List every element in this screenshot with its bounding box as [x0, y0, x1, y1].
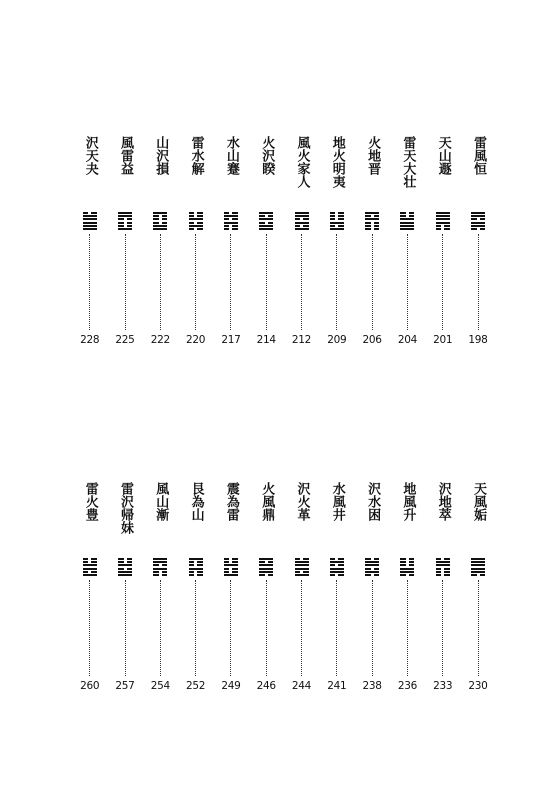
yin-line: [224, 212, 238, 214]
hexagram-icon: [259, 212, 273, 230]
dot-leader: [230, 580, 231, 676]
yin-line: [118, 568, 132, 570]
chapter-title: 沢火革: [294, 482, 310, 521]
yin-line: [153, 564, 167, 566]
chapter-title: 地火明夷: [329, 136, 345, 188]
dot-leader: [336, 234, 337, 330]
yang-line: [224, 564, 238, 566]
toc-entry[interactable]: [219, 136, 243, 346]
hexagram-icon: [400, 212, 414, 230]
hexagram-icon: [153, 212, 167, 230]
chapter-title: 沢天夬: [82, 136, 98, 175]
yang-line: [295, 215, 309, 217]
hexagram-icon: [295, 212, 309, 230]
dot-leader: [230, 234, 231, 330]
chapter-title: 風雷益: [118, 136, 133, 175]
yang-line: [436, 215, 450, 217]
yin-line: [400, 564, 414, 566]
toc-entry[interactable]: [290, 482, 314, 692]
toc-entry[interactable]: [113, 482, 137, 692]
yang-line: [400, 228, 414, 230]
yang-line: [471, 568, 485, 570]
chapter-title: 火風鼎: [259, 482, 275, 521]
yin-line: [295, 558, 309, 560]
hexagram-icon: [224, 212, 238, 230]
hexagram-icon: [83, 212, 97, 230]
hexagram-icon: [471, 212, 485, 230]
chapter-title: 地風升: [400, 482, 416, 521]
toc-entry[interactable]: [360, 136, 384, 346]
yang-line: [83, 215, 97, 217]
chapter-title: 雷沢帰妹: [118, 482, 133, 534]
dot-leader: [160, 234, 161, 330]
yang-line: [330, 561, 344, 563]
dot-leader: [160, 580, 161, 676]
yang-line: [189, 568, 203, 570]
toc-entry[interactable]: [113, 136, 137, 346]
yang-line: [400, 218, 414, 220]
hexagram-icon: [471, 558, 485, 576]
chapter-title: 水山蹇: [223, 136, 239, 175]
chapter-title: 山沢損: [153, 136, 169, 175]
yang-line: [259, 558, 273, 560]
yin-line: [153, 571, 167, 573]
yin-line: [400, 561, 414, 563]
yin-line: [436, 225, 450, 227]
yang-line: [259, 571, 273, 573]
yang-line: [224, 215, 238, 217]
yin-line: [224, 558, 238, 560]
yang-line: [365, 561, 379, 563]
yin-line: [330, 558, 344, 560]
yang-line: [400, 571, 414, 573]
yin-line: [224, 218, 238, 220]
yang-line: [83, 222, 97, 224]
chapter-title: 雷水解: [188, 136, 204, 175]
yin-line: [365, 574, 379, 576]
yang-line: [153, 225, 167, 227]
dot-leader: [266, 580, 267, 676]
chapter-title: 天山遯: [435, 136, 451, 175]
yang-line: [471, 561, 485, 563]
yang-line: [471, 564, 485, 566]
yang-line: [83, 574, 97, 576]
hexagram-icon: [259, 558, 273, 576]
yin-line: [330, 574, 344, 576]
toc-entry[interactable]: [184, 482, 208, 692]
yin-line: [224, 225, 238, 227]
dot-leader: [442, 580, 443, 676]
yang-line: [83, 225, 97, 227]
yin-line: [118, 558, 132, 560]
hexagram-icon: [118, 558, 132, 576]
yang-line: [471, 212, 485, 214]
yang-line: [471, 215, 485, 217]
yang-line: [259, 568, 273, 570]
dot-leader: [407, 580, 408, 676]
toc-entry[interactable]: [148, 482, 172, 692]
hexagram-icon: [436, 212, 450, 230]
yang-line: [189, 558, 203, 560]
yin-line: [189, 215, 203, 217]
yin-line: [330, 212, 344, 214]
toc-entry[interactable]: [431, 136, 455, 346]
yang-line: [259, 225, 273, 227]
page-number: 225: [115, 334, 135, 346]
yang-line: [365, 564, 379, 566]
yin-line: [259, 215, 273, 217]
yin-line: [118, 561, 132, 563]
yin-line: [259, 561, 273, 563]
yin-line: [189, 222, 203, 224]
yin-line: [118, 222, 132, 224]
yin-line: [259, 574, 273, 576]
hexagram-icon: [295, 558, 309, 576]
dot-leader: [301, 580, 302, 676]
yin-line: [471, 574, 485, 576]
yin-line: [436, 574, 450, 576]
yin-line: [118, 225, 132, 227]
chapter-title: 水風井: [329, 482, 345, 521]
yang-line: [295, 568, 309, 570]
dot-leader: [407, 234, 408, 330]
yin-line: [330, 564, 344, 566]
yin-line: [153, 222, 167, 224]
page-number: 260: [80, 680, 100, 692]
yin-line: [224, 228, 238, 230]
yin-line: [118, 218, 132, 220]
chapter-title: 風火家人: [294, 136, 310, 188]
hexagram-icon: [365, 558, 379, 576]
yin-line: [259, 222, 273, 224]
yang-line: [83, 568, 97, 570]
toc-entry[interactable]: [466, 482, 490, 692]
chapter-title: 火地晋: [365, 136, 381, 175]
dot-leader: [478, 580, 479, 676]
yin-line: [400, 212, 414, 214]
yin-line: [189, 561, 203, 563]
yang-line: [295, 574, 309, 576]
yang-line: [118, 574, 132, 576]
yin-line: [365, 222, 379, 224]
page-number: 230: [468, 680, 488, 692]
hexagram-icon: [224, 558, 238, 576]
yang-line: [83, 228, 97, 230]
yin-line: [295, 218, 309, 220]
hexagram-icon: [118, 212, 132, 230]
yang-line: [365, 218, 379, 220]
page-number: 201: [433, 334, 453, 346]
dot-leader: [301, 234, 302, 330]
yang-line: [259, 564, 273, 566]
toc-entry[interactable]: [184, 136, 208, 346]
page-number: 246: [256, 680, 276, 692]
hexagram-icon: [400, 558, 414, 576]
chapter-title: 天風姤: [471, 482, 486, 521]
yin-line: [83, 561, 97, 563]
page-number: 254: [150, 680, 170, 692]
yin-line: [83, 212, 97, 214]
toc-entry[interactable]: [78, 136, 102, 346]
yang-line: [436, 561, 450, 563]
yang-line: [365, 571, 379, 573]
hexagram-icon: [330, 558, 344, 576]
chapter-title: 火沢睽: [259, 136, 275, 175]
yin-line: [295, 225, 309, 227]
page-number: 228: [80, 334, 100, 346]
yin-line: [189, 571, 203, 573]
page-number: 204: [397, 334, 417, 346]
toc-entry[interactable]: [219, 482, 243, 692]
yang-line: [153, 558, 167, 560]
chapter-title: 風山漸: [153, 482, 169, 521]
yang-line: [153, 561, 167, 563]
page-number: 236: [397, 680, 417, 692]
yang-line: [400, 568, 414, 570]
toc-entry[interactable]: [395, 482, 419, 692]
page-number: 238: [362, 680, 382, 692]
yin-line: [153, 215, 167, 217]
yin-line: [189, 574, 203, 576]
yin-line: [436, 228, 450, 230]
yang-line: [153, 568, 167, 570]
yang-line: [295, 222, 309, 224]
toc-entry[interactable]: [325, 482, 349, 692]
page-number: 249: [221, 680, 241, 692]
page-number: 214: [256, 334, 276, 346]
chapter-title: 沢水困: [365, 482, 381, 521]
yang-line: [153, 212, 167, 214]
yang-line: [259, 228, 273, 230]
chapter-title: 震為雷: [223, 482, 239, 521]
dot-leader: [89, 580, 90, 676]
chapter-title: 艮為山: [188, 482, 204, 521]
yin-line: [224, 568, 238, 570]
yin-line: [153, 218, 167, 220]
yang-line: [471, 571, 485, 573]
yang-line: [400, 225, 414, 227]
yang-line: [153, 228, 167, 230]
dot-leader: [266, 234, 267, 330]
yang-line: [118, 212, 132, 214]
yin-line: [436, 568, 450, 570]
toc-entry[interactable]: [148, 136, 172, 346]
yang-line: [471, 225, 485, 227]
yin-line: [471, 218, 485, 220]
page-number: 212: [291, 334, 312, 346]
hexagram-icon: [83, 558, 97, 576]
yin-line: [189, 212, 203, 214]
page-number: 257: [115, 680, 135, 692]
toc-entry[interactable]: [325, 136, 349, 346]
yin-line: [400, 574, 414, 576]
dot-leader: [442, 234, 443, 330]
chapter-title: 雷風恒: [471, 136, 486, 175]
yang-line: [436, 222, 450, 224]
yang-line: [118, 228, 132, 230]
dot-leader: [372, 580, 373, 676]
dot-leader: [336, 580, 337, 676]
yang-line: [118, 571, 132, 573]
yang-line: [259, 218, 273, 220]
page-number: 209: [327, 334, 347, 346]
yang-line: [330, 568, 344, 570]
toc-entry[interactable]: [290, 136, 314, 346]
yang-line: [436, 218, 450, 220]
page-number: 220: [186, 334, 206, 346]
yin-line: [436, 558, 450, 560]
toc-entry[interactable]: [360, 482, 384, 692]
chapter-title: 雷火豊: [82, 482, 98, 521]
yin-line: [83, 571, 97, 573]
hexagram-icon: [153, 558, 167, 576]
yang-line: [295, 564, 309, 566]
yang-line: [189, 218, 203, 220]
yin-line: [189, 228, 203, 230]
hexagram-icon: [436, 558, 450, 576]
yin-line: [365, 225, 379, 227]
yang-line: [330, 222, 344, 224]
yin-line: [330, 215, 344, 217]
yang-line: [400, 222, 414, 224]
page-number: 233: [433, 680, 453, 692]
page-number: 222: [150, 334, 170, 346]
yang-line: [330, 228, 344, 230]
yang-line: [471, 222, 485, 224]
yang-line: [295, 212, 309, 214]
yin-line: [224, 571, 238, 573]
yang-line: [224, 574, 238, 576]
yin-line: [224, 561, 238, 563]
toc-entry[interactable]: [254, 136, 278, 346]
yin-line: [400, 558, 414, 560]
yang-line: [295, 561, 309, 563]
toc-entry[interactable]: [466, 136, 490, 346]
yin-line: [295, 571, 309, 573]
yang-line: [259, 212, 273, 214]
yang-line: [436, 564, 450, 566]
toc-entry[interactable]: [254, 482, 278, 692]
yin-line: [365, 558, 379, 560]
dot-leader: [478, 234, 479, 330]
dot-leader: [195, 580, 196, 676]
page-number: 252: [186, 680, 206, 692]
dot-leader: [372, 234, 373, 330]
yang-line: [118, 564, 132, 566]
yin-line: [365, 568, 379, 570]
yin-line: [83, 558, 97, 560]
page-number: 244: [291, 680, 312, 692]
yin-line: [400, 215, 414, 217]
hexagram-icon: [189, 558, 203, 576]
yang-line: [436, 212, 450, 214]
yang-line: [330, 571, 344, 573]
yang-line: [189, 225, 203, 227]
toc-entry[interactable]: [78, 482, 102, 692]
yin-line: [330, 225, 344, 227]
yin-line: [365, 215, 379, 217]
toc-entry[interactable]: [395, 136, 419, 346]
yin-line: [436, 571, 450, 573]
hexagram-icon: [365, 212, 379, 230]
yang-line: [295, 228, 309, 230]
yin-line: [330, 218, 344, 220]
yang-line: [83, 564, 97, 566]
dot-leader: [125, 580, 126, 676]
yang-line: [224, 222, 238, 224]
yang-line: [471, 558, 485, 560]
chapter-title: 沢地萃: [435, 482, 451, 521]
page-number: 241: [327, 680, 347, 692]
page-number: 198: [468, 334, 488, 346]
dot-leader: [125, 234, 126, 330]
yang-line: [118, 215, 132, 217]
yin-line: [153, 574, 167, 576]
dot-leader: [195, 234, 196, 330]
yin-line: [189, 564, 203, 566]
toc-entry[interactable]: [431, 482, 455, 692]
page-number: 206: [362, 334, 382, 346]
page-number: 217: [221, 334, 241, 346]
yang-line: [83, 218, 97, 220]
yin-line: [365, 228, 379, 230]
hexagram-icon: [189, 212, 203, 230]
yang-line: [365, 212, 379, 214]
chapter-title: 雷天大壮: [400, 136, 416, 188]
yin-line: [471, 228, 485, 230]
hexagram-icon: [330, 212, 344, 230]
dot-leader: [89, 234, 90, 330]
